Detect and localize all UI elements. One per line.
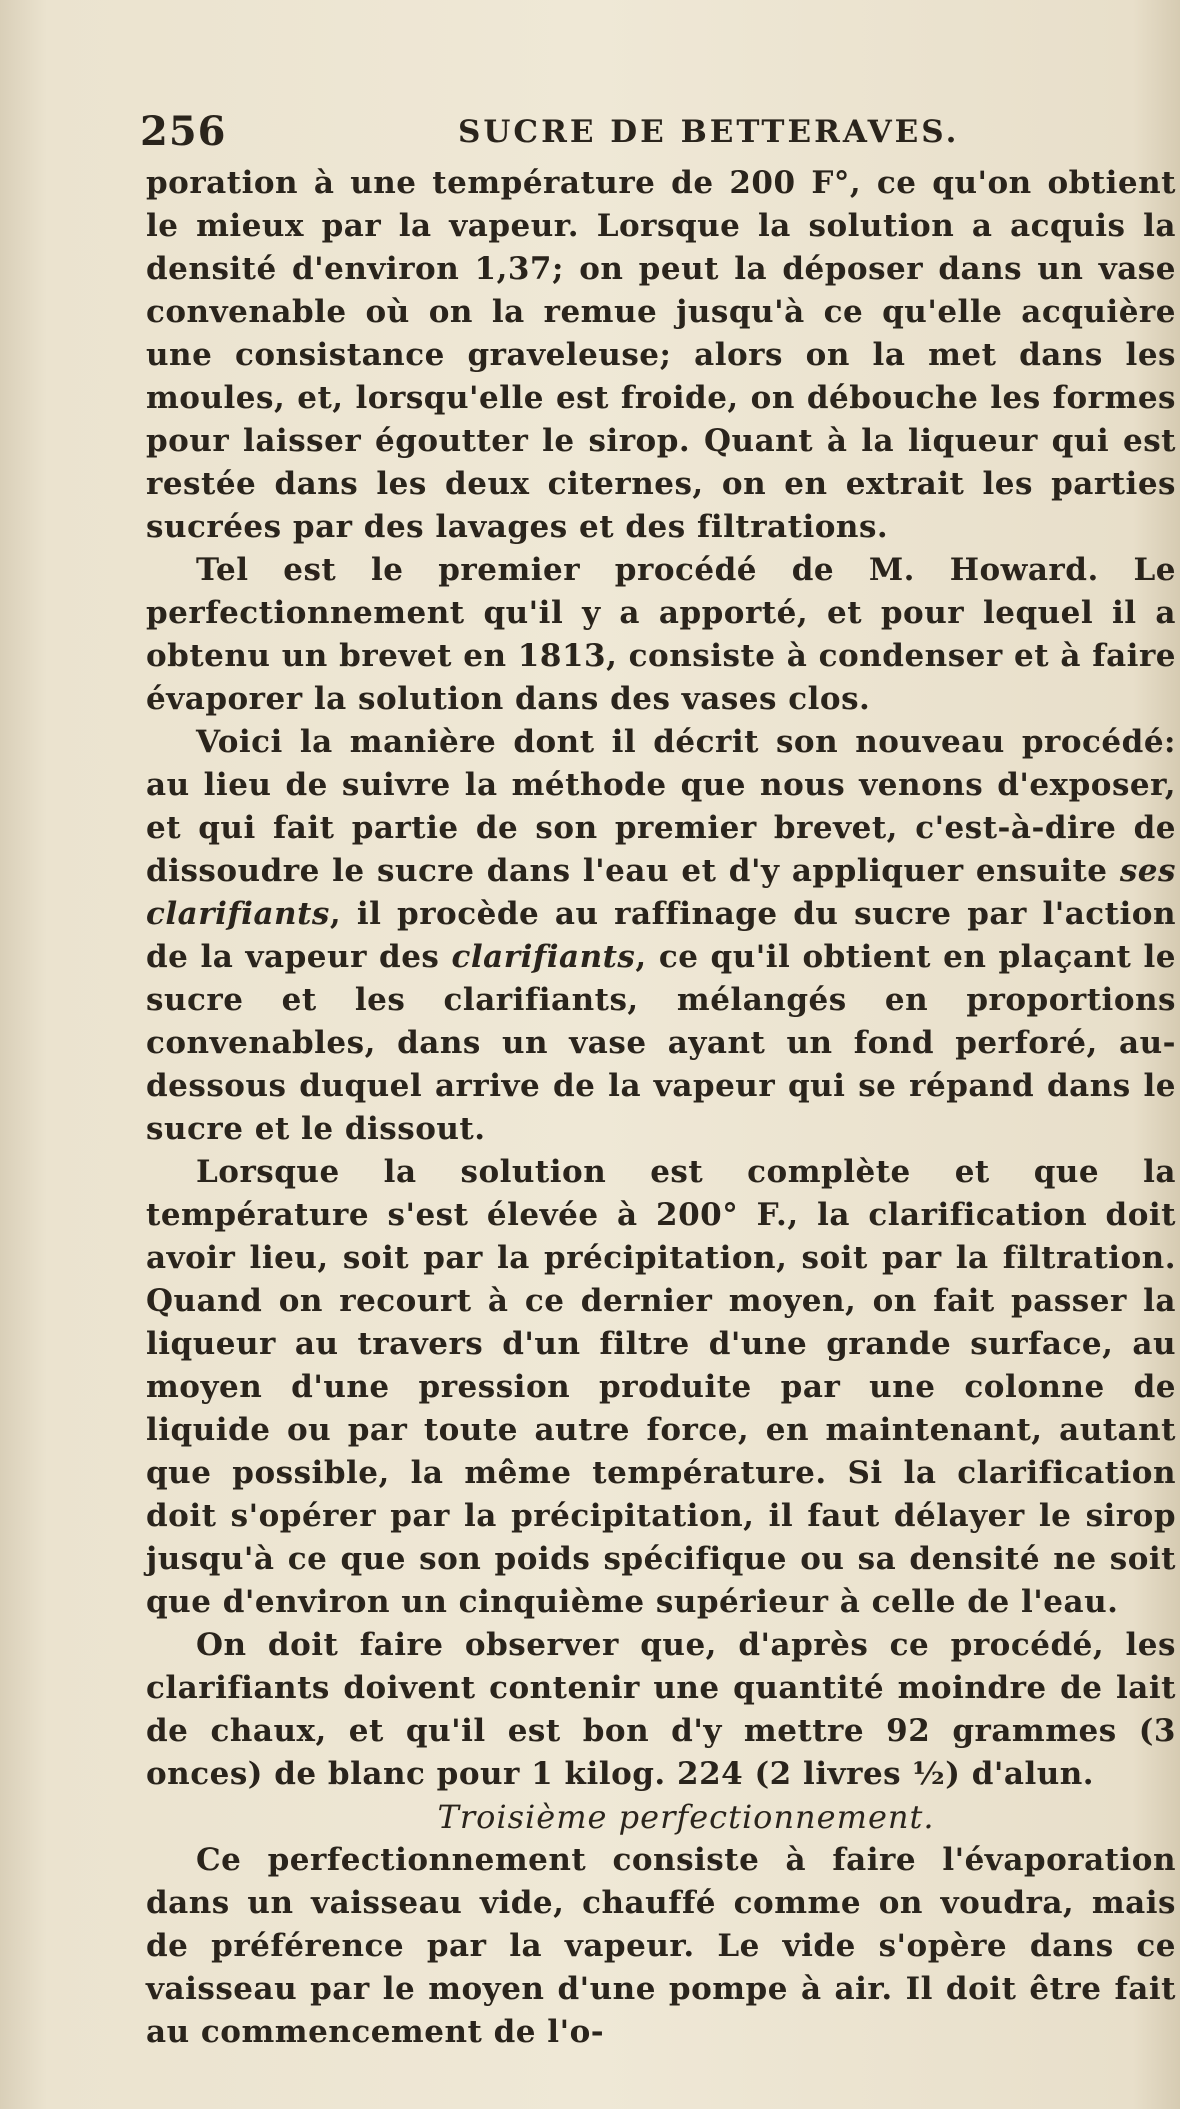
- section-title: Troisième perfectionnement.: [437, 1798, 935, 1836]
- paragraph-5: On doit faire observer que, d'après ce procédé, les clarifiants doivent contenir une quantité moindre de lait de chaux, et qu'il est bon d'y mettre 92 grammes (3 onces) de blanc pour 1 kilog. 224 (2 livres ½) d'alun.: [146, 1627, 1176, 1792]
- running-head: SUCRE DE BETTERAVES.: [458, 114, 960, 150]
- italic-term-clarifiants-2: clarifiants: [451, 939, 636, 975]
- paragraph-6: Ce perfectionnement consiste à faire l'évaporation dans un vaisseau vide, chauffé comme on voudra, mais de préférence par la vapeur. Le vide s'opère dans ce vaisseau par le moyen d'une pompe à air. Il doit être fait au commencement de l'o-: [146, 1842, 1176, 2050]
- paragraph-3-part-b: , il procède au raffinage du sucre par l'action de la vapeur des: [146, 896, 1176, 975]
- paragraph-3-part-c: , ce qu'il obtient en plaçant le sucre et les clarifiants, mélangés en proportions convenables, dans un vase ayant un fond perforé, au-dessous duquel arrive de la vapeur qui se répand dans le sucre et le dissout.: [146, 939, 1176, 1147]
- paragraph-3-part-a: Voici la manière dont il décrit son nouveau procédé: au lieu de suivre la méthode que nous venons d'exposer, et qui fait partie de son premier brevet, c'est-à-dire de dissoudre le sucre dans l'eau et d'y appliquer ensuite: [146, 724, 1176, 889]
- page-header: [140, 108, 1140, 158]
- body-text: [146, 162, 1176, 2054]
- paragraph-1: poration à une température de 200 F°, ce qu'on obtient le mieux par la vapeur. Lorsque la solution a acquis la densité d'environ 1,37; on peut la déposer dans un vase convenable où on la remue jusqu'à ce qu'elle acquière une consistance graveleuse; alors on la met dans les moules, et, lorsqu'elle est froide, on débouche les formes pour laisser égoutter le sirop. Quant à la liqueur qui est restée dans les deux citernes, on en extrait les parties sucrées par des lavages et des filtrations.: [146, 165, 1176, 545]
- paragraph-4: Lorsque la solution est complète et que la température s'est élevée à 200° F., la clarification doit avoir lieu, soit par la précipitation, soit par la filtration. Quand on recourt à ce dernier moyen, on fait passer la liqueur au travers d'un filtre d'une grande surface, au moyen d'une pression produite par une colonne de liquide ou par toute autre force, en maintenant, autant que possible, la même température. Si la clarification doit s'opérer par la précipitation, il faut délayer le sirop jusqu'à ce que son poids spécifique ou sa densité ne soit que d'environ un cinquième supérieur à celle de l'eau.: [146, 1154, 1176, 1620]
- page-number: 256: [140, 108, 227, 155]
- paragraph-3: [146, 721, 1176, 1151]
- italic-term-clarifiants-1: ses clarifiants: [146, 853, 1176, 932]
- paragraph-2: Tel est le premier procédé de M. Howard. Le perfectionnement qu'il y a apporté, et pour lequel il a obtenu un brevet en 1813, consiste à condenser et à faire évaporer la solution dans des vases clos.: [146, 552, 1176, 717]
